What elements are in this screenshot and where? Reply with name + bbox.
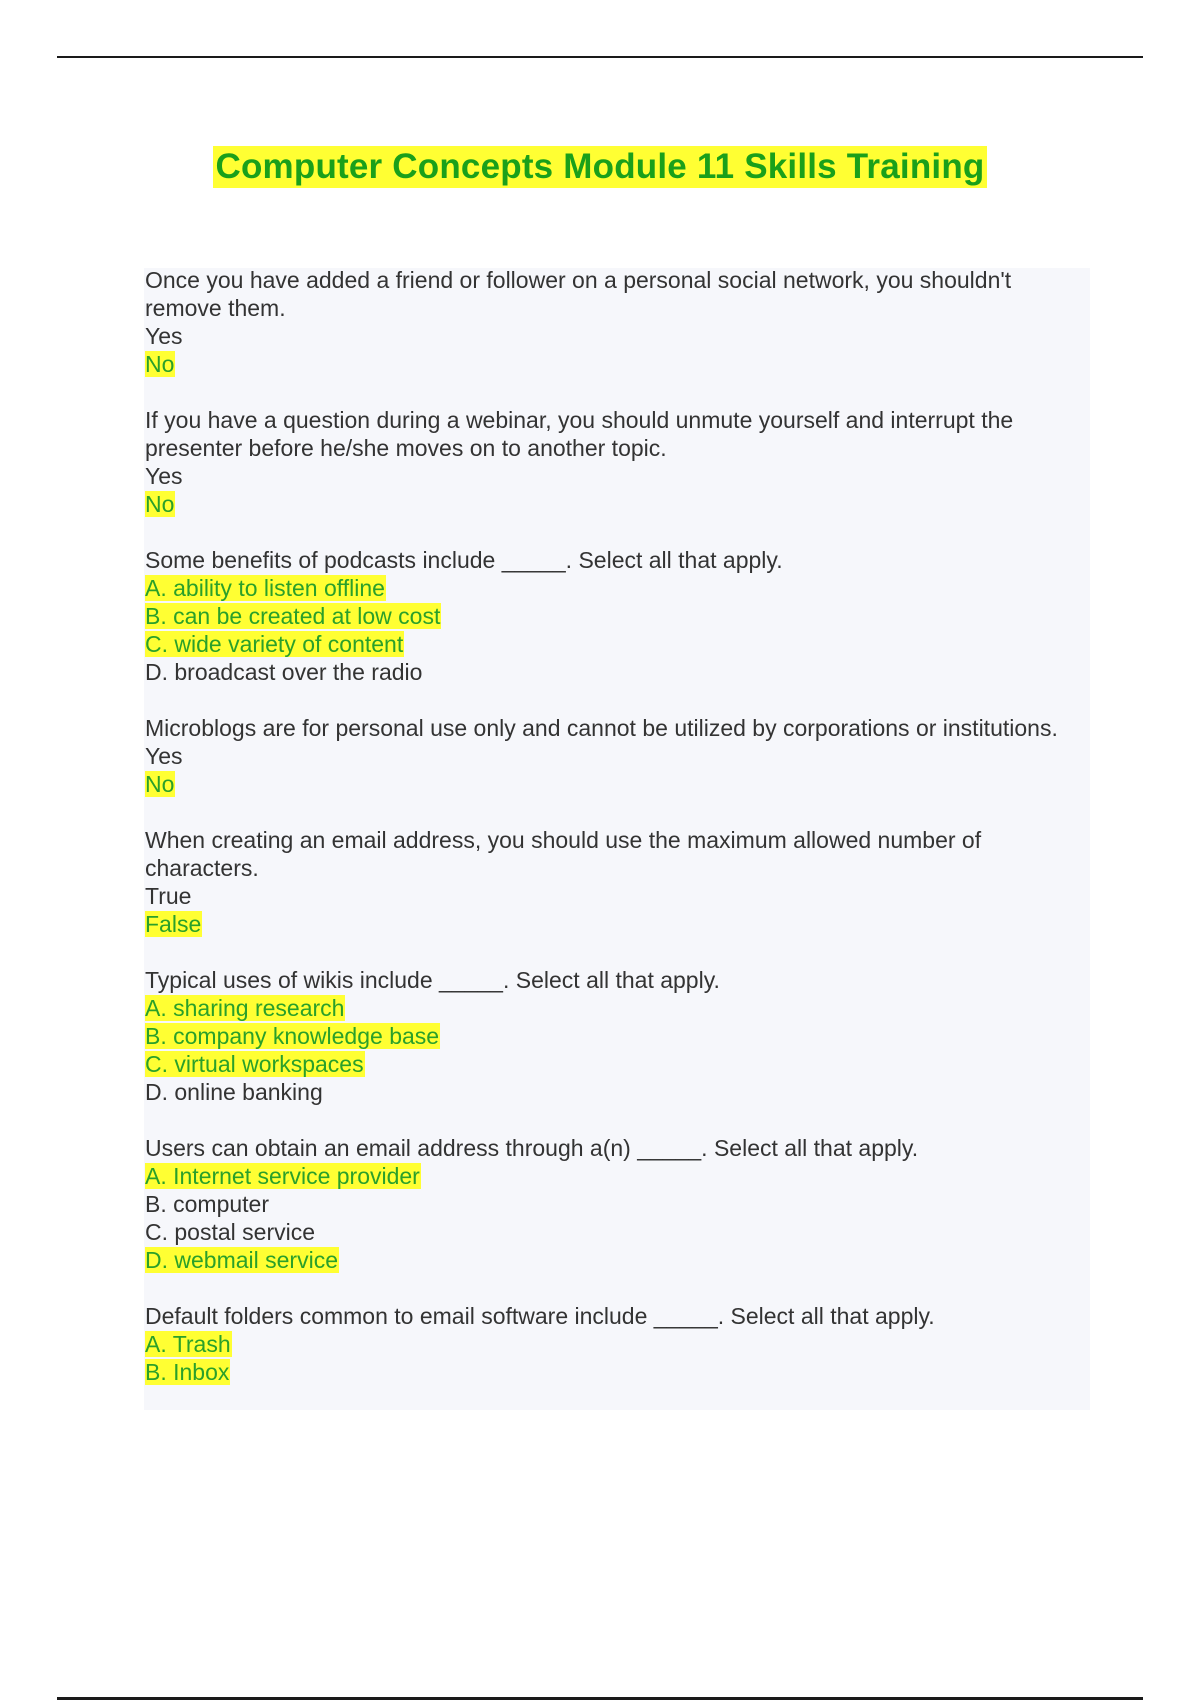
- answer-option-correct: [145, 574, 1075, 602]
- document-title: Computer Concepts Module 11 Skills Training: [215, 147, 985, 186]
- answer-option-label: D. broadcast over the radio: [145, 659, 423, 685]
- answer-option: [145, 322, 1075, 350]
- answer-option-label: True: [145, 883, 192, 909]
- answer-option-correct: [145, 350, 1075, 378]
- question-block: [145, 1302, 1075, 1386]
- answer-option: [145, 1218, 1075, 1246]
- question-block: [145, 826, 1075, 938]
- question-block: [145, 406, 1075, 518]
- question-block: [145, 966, 1075, 1106]
- answer-option-correct: [145, 602, 1075, 630]
- question-block: [145, 266, 1075, 378]
- answer-option-label: B. Inbox: [145, 1359, 230, 1385]
- answer-option-label: No: [145, 491, 175, 517]
- answer-option-label: D. webmail service: [145, 1247, 338, 1273]
- question-text: When creating an email address, you should use the maximum allowed number of characters.: [145, 827, 982, 881]
- answer-option: [145, 658, 1075, 686]
- answer-option-label: C. postal service: [145, 1219, 316, 1245]
- answer-option-label: B. can be created at low cost: [145, 603, 441, 629]
- answer-option-label: False: [145, 911, 202, 937]
- answer-option-correct: [145, 994, 1075, 1022]
- answer-option-label: C. wide variety of content: [145, 631, 404, 657]
- answer-option: [145, 882, 1075, 910]
- question-text: Users can obtain an email address through a(n) _____. Select all that apply.: [145, 1135, 919, 1161]
- question-list: [145, 266, 1075, 1414]
- top-rule: [57, 56, 1143, 58]
- answer-option-correct: [145, 1162, 1075, 1190]
- answer-option: [145, 1190, 1075, 1218]
- question-text: If you have a question during a webinar, you should unmute yourself and interrupt the presenter before he/she moves on to another topic.: [145, 407, 1014, 461]
- question-text: Default folders common to email software include _____. Select all that apply.: [145, 1303, 935, 1329]
- answer-option-label: C. virtual workspaces: [145, 1051, 364, 1077]
- answer-option-label: A. ability to listen offline: [145, 575, 385, 601]
- answer-option-correct: [145, 1022, 1075, 1050]
- answer-option-label: Yes: [145, 743, 183, 769]
- answer-option-label: No: [145, 771, 175, 797]
- answer-option-label: B. computer: [145, 1191, 269, 1217]
- answer-option-label: D. online banking: [145, 1079, 323, 1105]
- answer-option: [145, 462, 1075, 490]
- question-text: Once you have added a friend or follower on a personal social network, you shouldn't remove them.: [145, 267, 1012, 321]
- title-container: [0, 146, 1200, 188]
- answer-option-label: A. sharing research: [145, 995, 345, 1021]
- answer-option-label: Yes: [145, 323, 183, 349]
- answer-option: [145, 742, 1075, 770]
- answer-option-correct: [145, 1246, 1075, 1274]
- question-block: [145, 1134, 1075, 1274]
- question-block: [145, 546, 1075, 686]
- answer-option-correct: [145, 1050, 1075, 1078]
- question-text: Microblogs are for personal use only and cannot be utilized by corporations or institutions.: [145, 715, 1058, 741]
- answer-option-label: A. Trash: [145, 1331, 231, 1357]
- answer-option-correct: [145, 770, 1075, 798]
- answer-option-correct: [145, 1358, 1075, 1386]
- answer-option-label: No: [145, 351, 175, 377]
- question-text: Some benefits of podcasts include _____. Select all that apply.: [145, 547, 783, 573]
- answer-option-correct: [145, 490, 1075, 518]
- question-text: Typical uses of wikis include _____. Select all that apply.: [145, 967, 720, 993]
- question-block: [145, 714, 1075, 798]
- answer-option-correct: [145, 1330, 1075, 1358]
- answer-option-label: A. Internet service provider: [145, 1163, 420, 1189]
- answer-option-label: B. company knowledge base: [145, 1023, 440, 1049]
- answer-option-label: Yes: [145, 463, 183, 489]
- answer-option-correct: [145, 910, 1075, 938]
- answer-option-correct: [145, 630, 1075, 658]
- answer-option: [145, 1078, 1075, 1106]
